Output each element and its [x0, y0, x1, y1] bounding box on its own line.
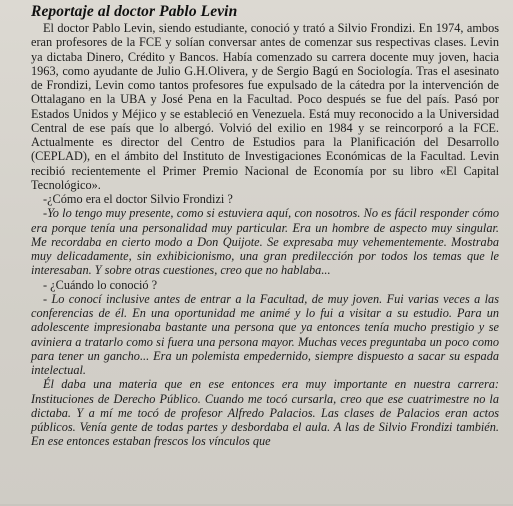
article-title: Reportaje al doctor Pablo Levin: [31, 3, 238, 20]
answer-3: Él daba una materia que en ese entonces era muy importante en nuestra carrera: Instituciones de Derecho Público. Cuando me tocó cursarla, creo que ese cuatrimestre no la dictaba. Y a mí me tocó de profesor Alfredo Palacios. Las clases de Palacios eran actos públicos. Venía gente de todas partes y desbordaba el aula. A las de Silvio Frondizi también. En ese entonces estaban frescos los vínculos que: [31, 377, 499, 449]
answer-1: -Yo lo tengo muy presente, como si estuviera aquí, con nosotros. No es fácil responder cómo era porque tenía una personalidad muy particular. Era un hombre de aspecto muy singular. Me recordaba en cierto modo a Don Quijote. Se expresaba muy vehementemente. Mostraba muy delicadamente, sin exhibicionismo, una gran predilección por todos los temas que le interesaban. Y sobre otras cuestiones, creo que no hablaba...: [31, 206, 499, 278]
intro-paragraph: El doctor Pablo Levin, siendo estudiante, conoció y trató a Silvio Frondizi. En 1974, ambos eran profesores de la FCE y solían conversar antes de comenzar sus respectivas clases. Levin ya dictaba Dinero, Crédito y Bancos. Había comenzado su carrera docente muy joven, hacia 1963, como ayudante de Julio G.H.Olivera, y de Sergio Bagú en Sociología. Tras el asesinato de Frondizi, Levin como tantos profesores fue expulsado de la cátedra por la intervención de Ottalagano en la UBA y José Pena en la Facultad. Poco después se fue del país. Pasó por Estados Unidos y Méjico y se estableció en Venezuela. Está muy reconocido a la Universidad Central de ese país que lo albergó. Volvió del exilio en 1984 y se reincorporó a la FCE. Actualmente es director del Centro de Estudios para la Planificación del Desarrollo (CEPLAD), en el ámbito del Instituto de Investigaciones Económicas de la Facultad. Levin recibió recientemente el Primer Premio Nacional de Economía por su libro «El Capital Tecnológico».: [31, 21, 499, 192]
question-1: -¿Cómo era el doctor Silvio Frondizi ?: [43, 192, 233, 206]
question-2: - ¿Cuándo lo conoció ?: [43, 277, 158, 292]
answer-2: - Lo conocí inclusive antes de entrar a la Facultad, de muy joven. Fui varias veces a las conferencias de él. En una oportunidad me animé y lo fui a visitar a su estudio. Para un adolescente impresionaba bastante una persona que ya entonces tenía mucho prestigio y se aviniera a tratarlo como si fuera una persona mayor. Muchas veces preguntaba un poco como para tener un gancho... Era un polemista empedernido, siempre dispuesto a sacar su espada intelectual.: [31, 291, 499, 377]
